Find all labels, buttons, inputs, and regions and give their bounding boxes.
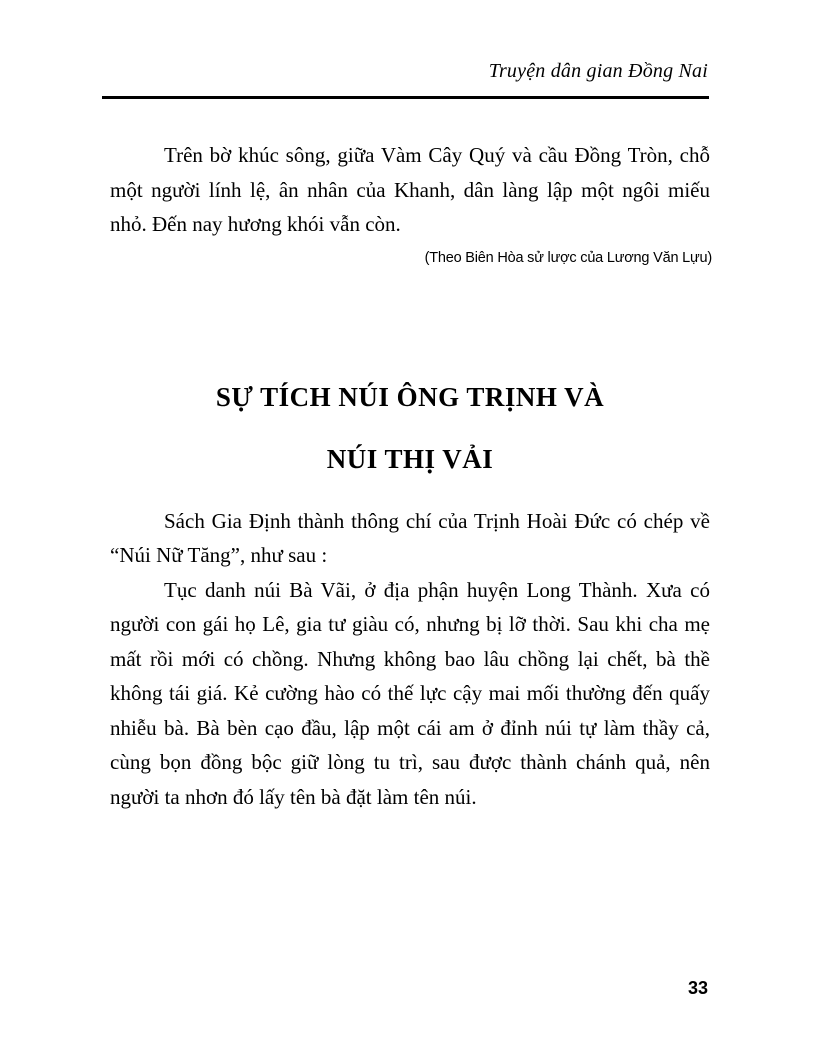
section-title-block (110, 366, 710, 490)
section-paragraph-1: Sách Gia Định thành thông chí của Trịnh Hoài Đức có chép về “Núi Nữ Tăng”, như sau : (110, 508, 710, 567)
running-header-title: Truyện dân gian Đồng Nai (488, 60, 708, 82)
section-title-line-2: NÚI THỊ VẢI (326, 443, 494, 474)
story-ending-paragraph: Trên bờ khúc sông, giữa Vàm Cây Quý và cầu Đồng Tròn, chỗ một người lính lệ, ân nhân của Khanh, dân làng lập một ngôi miếu nhỏ. Đến nay hương khói vẫn còn. (110, 143, 710, 236)
section-paragraph-2: Tục danh núi Bà Vãi, ở địa phận huyện Long Thành. Xưa có người con gái họ Lê, gia tư giàu có, nhưng bị lỡ thời. Sau khi cha mẹ mất rồi mới có chồng. Nhưng không bao lâu chồng lại chết, bà thề không tái giá. Kẻ cường hào có thế lực cậy mai mối thường đến quấy nhiễu bà. Bà bèn cạo đầu, lập một cái am ở đỉnh núi tự làm thầy cả, cùng bọn đồng bộc giữ lòng tu trì, sau được thành chánh quả, nên người ta nhơn đó lấy tên bà đặt làm tên núi. (110, 577, 710, 809)
page-body (110, 138, 710, 814)
section-title-line-1: SỰ TÍCH NÚI ÔNG TRỊNH VÀ (215, 381, 605, 412)
page-number: 33 (687, 978, 708, 998)
source-citation: (Theo Biên Hòa sử lược của Lương Văn Lựu) (424, 249, 712, 266)
header-rule (102, 96, 709, 99)
